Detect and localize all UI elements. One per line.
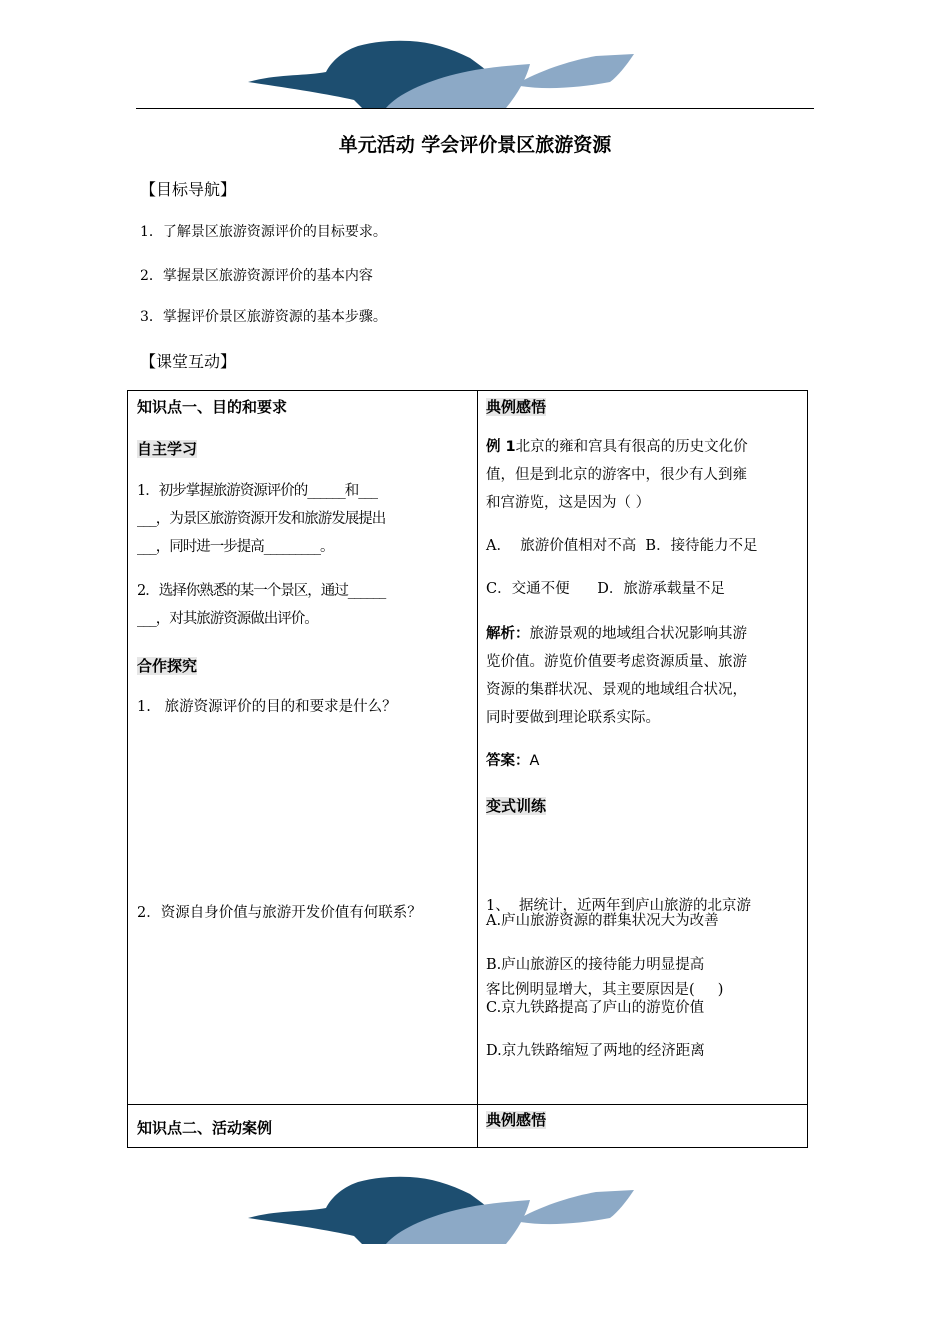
cooperative-inquiry-heading: 合作探究 [137,657,198,675]
self-study-heading: 自主学习 [137,440,198,458]
logo-light-shape-right [520,54,634,88]
self-study-question-1 [137,477,467,561]
example-options-ab: A． 旅游价值相对不高 B．接待能力不足 [486,538,758,554]
analysis-line-4: 同时要做到理论联系实际。 [486,710,660,726]
footer-logo-graphic [248,1174,643,1244]
q2-line-2: ___，对其旅游资源做出评价。 [137,611,318,627]
example-line-2: 值，但是到北京的游客中，很少有人到雍 [486,467,747,483]
variant-option-b: B.庐山旅游区的接待能力明显提高 [486,957,705,973]
activity-table [127,390,808,1148]
header-logo-graphic [248,38,643,108]
q1-line-1: 1．初步掌握旅游资源评价的______和___ [137,483,377,499]
example-label: 例 1 [486,439,516,455]
variant-option-d: D.京九铁路缩短了两地的经济距离 [486,1043,705,1059]
logo-light-shape-right [520,1190,634,1224]
analysis-label: 解析： [486,626,530,642]
example-heading-2: 典例感悟 [486,1111,547,1129]
cooperative-question-2: 2．资源自身价值与旅游开发价值有何联系？ [137,905,422,921]
header-divider [136,108,814,109]
example-options-cd: C．交通不便 D．旅游承载量不足 [486,581,725,597]
answer-label: 答案： [486,753,530,769]
topic1-heading: 知识点一、目的和要求 [137,398,288,416]
q2-line-1: 2．选择你熟悉的某一个景区，通过______ [137,583,386,599]
q1-line-3: ___，同时进一步提高_________。 [137,539,334,555]
cooperative-question-1: 1. 旅游资源评价的目的和要求是什么？ [137,699,397,715]
variant-question [486,836,802,1060]
variant-option-a: A.庐山旅游资源的群集状况大为改善 [486,913,719,929]
variant-option-c: C.京九铁路提高了庐山的游览价值 [486,1000,705,1016]
page-title: 单元活动 学会评价景区旅游资源 [338,134,612,156]
answer-line [486,747,802,775]
goal-item-1: 1．了解景区旅游资源评价的目标要求。 [140,224,387,240]
example-line-1: 北京的雍和宫具有很高的历史文化价 [515,439,748,455]
answer-value: A [529,753,540,769]
example-question [486,433,802,517]
analysis-line-2: 览价值。游览价值要考虑资源质量、旅游 [486,654,747,670]
example-line-3: 和宫游览，这是因为（ ） [486,495,651,511]
analysis-block [486,620,802,732]
variant-line-2: 客比例明显增大，其主要原因是( ) [486,982,724,998]
topic2-heading: 知识点二、活动案例 [137,1119,273,1137]
analysis-line-1: 旅游景观的地域组合状况影响其游 [529,626,747,642]
variant-training-heading: 变式训练 [486,797,547,815]
table-row-divider [128,1104,807,1105]
goal-item-2: 2．掌握景区旅游资源评价的基本内容 [140,268,373,284]
q1-line-2: ___，为景区旅游资源开发和旅游发展提出 [137,511,386,527]
variant-line-1: 1、 据统计，近两年到庐山旅游的北京游 [486,898,751,914]
goals-heading: 【目标导航】 [140,180,237,199]
analysis-line-3: 资源的集群状况、景观的地域组合状况， [486,682,747,698]
example-heading: 典例感悟 [486,398,547,416]
classroom-heading: 【课堂互动】 [140,352,237,371]
goal-item-3: 3．掌握评价景区旅游资源的基本步骤。 [140,309,387,325]
self-study-question-2 [137,577,467,633]
table-column-divider [477,391,478,1147]
